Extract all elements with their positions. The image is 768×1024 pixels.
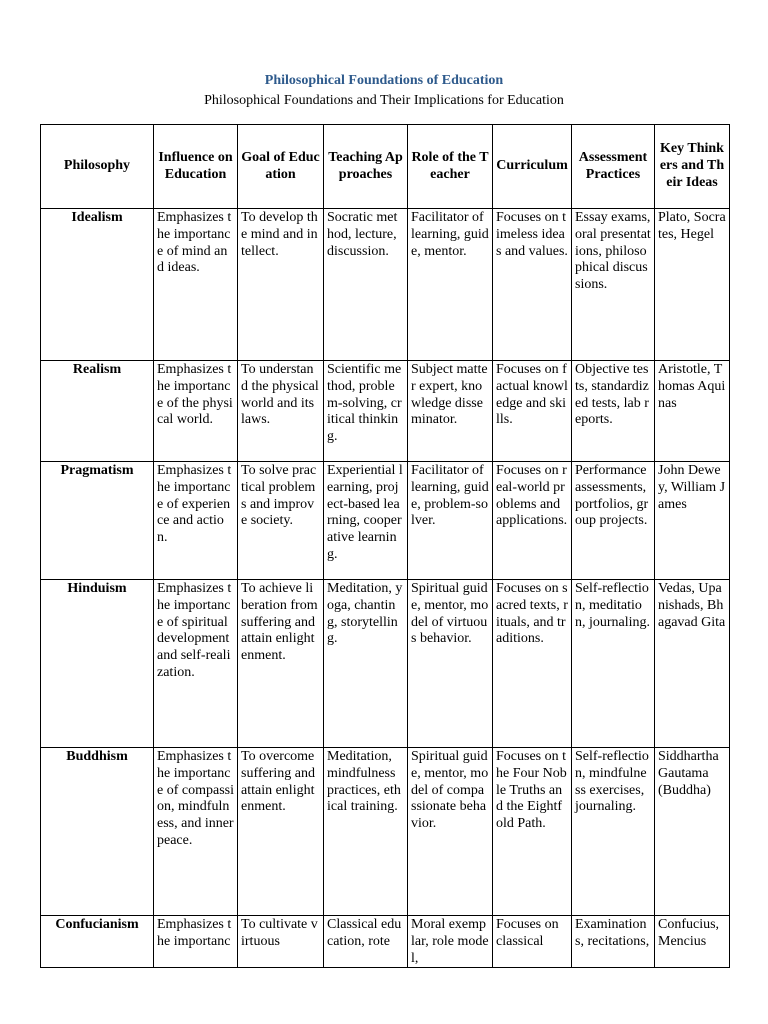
table-cell: Objective tests, standardized tests, lab reports.	[572, 361, 655, 462]
header-cell: Teaching Approaches	[324, 125, 408, 209]
table-cell: Confucius, Mencius	[655, 916, 730, 968]
table-cell: Facilitator of learning, guide, mentor.	[408, 209, 493, 361]
table-cell: Emphasizes the importance of mind and ideas.	[154, 209, 238, 361]
table-cell: Meditation, yoga, chanting, storytelling.	[324, 580, 408, 748]
table-cell: Performance assessments, portfolios, group projects.	[572, 462, 655, 580]
table-cell: Emphasizes the importance of spiritual development and self-realization.	[154, 580, 238, 748]
table-row	[41, 580, 730, 748]
table-cell: Siddhartha Gautama (Buddha)	[655, 748, 730, 916]
table-cell: Self-reflection, meditation, journaling.	[572, 580, 655, 748]
table-cell: Spiritual guide, mentor, model of compassionate behavior.	[408, 748, 493, 916]
philosophy-cell: Realism	[41, 361, 154, 462]
table-row	[41, 916, 730, 968]
table-cell: John Dewey, William James	[655, 462, 730, 580]
philosophy-cell: Hinduism	[41, 580, 154, 748]
table-cell: Examinations, recitations,	[572, 916, 655, 968]
document-title: Philosophical Foundations of Education	[264, 73, 504, 88]
table-cell: Scientific method, problem-solving, critical thinking.	[324, 361, 408, 462]
table-cell: Moral exemplar, role model,	[408, 916, 493, 968]
table-cell: Emphasizes the importance of the physical world.	[154, 361, 238, 462]
philosophy-cell: Buddhism	[41, 748, 154, 916]
philosophy-cell: Idealism	[41, 209, 154, 361]
table-row	[41, 361, 730, 462]
table-cell: Focuses on factual knowledge and skills.	[493, 361, 572, 462]
header-cell: Assessment Practices	[572, 125, 655, 209]
table-cell: Socratic method, lecture, discussion.	[324, 209, 408, 361]
header-cell: Key Thinkers and Their Ideas	[655, 125, 730, 209]
table-cell: Facilitator of learning, guide, problem-solver.	[408, 462, 493, 580]
header-cell: Philosophy	[41, 125, 154, 209]
header-row	[41, 125, 730, 209]
table-cell: To solve practical problems and improve society.	[238, 462, 324, 580]
table-cell: Self-reflection, mindfulness exercises, journaling.	[572, 748, 655, 916]
table-cell: Classical education, rote	[324, 916, 408, 968]
header-cell: Goal of Education	[238, 125, 324, 209]
header-cell: Curriculum	[493, 125, 572, 209]
table-cell: Focuses on sacred texts, rituals, and traditions.	[493, 580, 572, 748]
philosophy-cell: Confucianism	[41, 916, 154, 968]
header-cell: Role of the Teacher	[408, 125, 493, 209]
table-cell: Experiential learning, project-based learning, cooperative learning.	[324, 462, 408, 580]
table-row	[41, 209, 730, 361]
table-cell: Emphasizes the importanc	[154, 916, 238, 968]
table-cell: To overcome suffering and attain enlightenment.	[238, 748, 324, 916]
table-cell: Emphasizes the importance of experience and action.	[154, 462, 238, 580]
table-cell: To achieve liberation from suffering and attain enlightenment.	[238, 580, 324, 748]
table-cell: Focuses on classical	[493, 916, 572, 968]
table-cell: Aristotle, Thomas Aquinas	[655, 361, 730, 462]
table-cell: Focuses on timeless ideas and values.	[493, 209, 572, 361]
table-cell: Vedas, Upanishads, Bhagavad Gita	[655, 580, 730, 748]
header-cell: Influence on Education	[154, 125, 238, 209]
table-cell: Emphasizes the importance of compassion, mindfulness, and inner peace.	[154, 748, 238, 916]
table-cell: Meditation, mindfulness practices, ethical training.	[324, 748, 408, 916]
table-cell: Subject matter expert, knowledge disseminator.	[408, 361, 493, 462]
table-cell: Focuses on real-world problems and applications.	[493, 462, 572, 580]
table-cell: To understand the physical world and its laws.	[238, 361, 324, 462]
table-cell: Essay exams, oral presentations, philosophical discussions.	[572, 209, 655, 361]
table-row	[41, 748, 730, 916]
table-cell: Focuses on the Four Noble Truths and the Eightfold Path.	[493, 748, 572, 916]
table-row	[41, 462, 730, 580]
philosophy-table	[40, 124, 730, 968]
table-cell: Plato, Socrates, Hegel	[655, 209, 730, 361]
table-cell: To develop the mind and intellect.	[238, 209, 324, 361]
philosophy-cell: Pragmatism	[41, 462, 154, 580]
table-cell: Spiritual guide, mentor, model of virtuous behavior.	[408, 580, 493, 748]
table-cell: To cultivate virtuous	[238, 916, 324, 968]
table-caption: Philosophical Foundations and Their Implications for Education	[204, 93, 564, 108]
